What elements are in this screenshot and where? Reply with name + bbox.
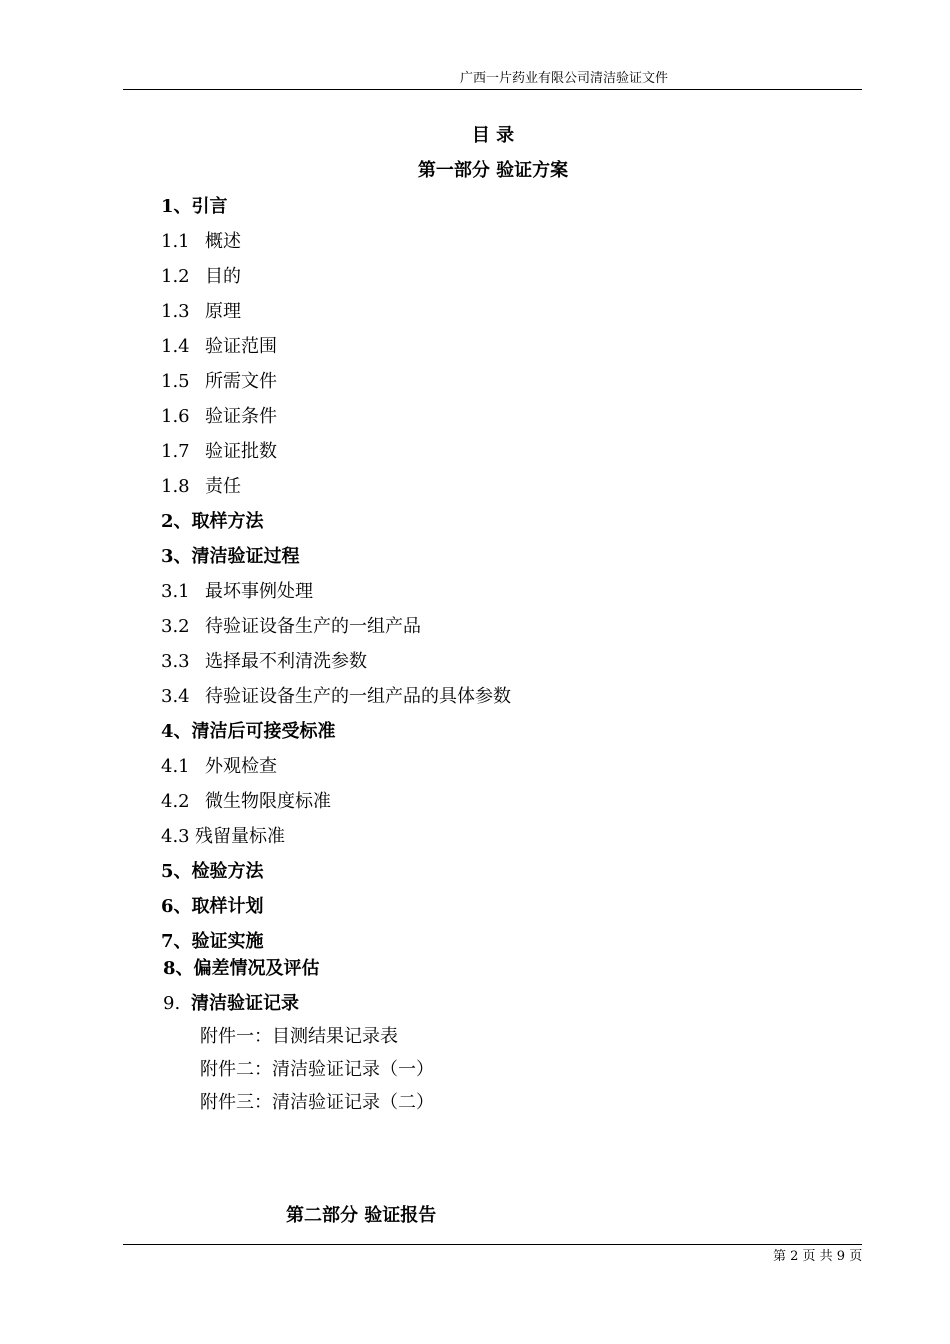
toc-entry — [161, 581, 313, 603]
toc-entry-text: 验证实施 — [191, 931, 264, 952]
toc-entry-number: 5、 — [161, 861, 192, 882]
toc-entry-text: 目的 — [205, 266, 241, 287]
toc-entry — [161, 721, 336, 743]
toc-entry — [161, 231, 241, 253]
toc-entry — [163, 993, 299, 1015]
toc-entry-number: 6、 — [161, 896, 192, 917]
toc-entry — [161, 371, 277, 393]
toc-entry — [161, 406, 277, 428]
toc-entry — [161, 301, 241, 323]
toc-entry — [161, 931, 264, 953]
toc-entry-text: 清洁验证记录 — [191, 993, 299, 1014]
toc-entry-text: 责任 — [205, 476, 241, 497]
toc-entry — [161, 196, 228, 218]
toc-entry-number: 1、 — [161, 196, 192, 217]
toc-entry-text: 附件二：清洁验证记录（一） — [200, 1059, 434, 1080]
page-number: 第 2 页 共 9 页 — [773, 1249, 863, 1264]
toc-entry-text: 验证条件 — [205, 406, 277, 427]
toc-title: 目 录 — [471, 125, 515, 146]
toc-entry-text: 偏差情况及评估 — [193, 958, 320, 979]
toc-entry-text: 微生物限度标准 — [205, 791, 331, 812]
toc-entry-text: 附件三：清洁验证记录（二） — [200, 1092, 434, 1113]
toc-entry-number: 8、 — [163, 958, 194, 979]
toc-entry — [161, 336, 277, 358]
toc-entry-text: 残留量标准 — [195, 826, 285, 847]
toc-entry-text: 清洁后可接受标准 — [191, 721, 336, 742]
toc-entry — [161, 616, 421, 638]
toc-entry-number: 3、 — [161, 546, 192, 567]
toc-entry — [161, 546, 300, 568]
toc-entry-text: 取样计划 — [191, 896, 264, 917]
toc-entry-number: 9. — [163, 993, 181, 1014]
toc-entry-text: 取样方法 — [191, 511, 264, 532]
toc-entry — [161, 686, 511, 708]
toc-entry — [161, 896, 264, 918]
toc-entry-number: 1.4 — [161, 336, 190, 357]
toc-entry-text: 验证批数 — [205, 441, 277, 462]
toc-entry — [200, 1026, 398, 1048]
toc-entry-text: 检验方法 — [191, 861, 264, 882]
toc-entry-number: 4.3 — [161, 826, 190, 847]
toc-entry-text: 最坏事例处理 — [205, 581, 313, 602]
toc-entry — [161, 651, 367, 673]
toc-entry-text: 所需文件 — [205, 371, 277, 392]
toc-entry-number: 1.6 — [161, 406, 190, 427]
toc-entry-text: 清洁验证过程 — [191, 546, 300, 567]
toc-entry — [200, 1059, 434, 1081]
toc-entry-number: 1.1 — [161, 231, 190, 252]
footer-rule — [123, 1244, 862, 1245]
toc-entry — [161, 826, 285, 848]
toc-entry-number: 4.1 — [161, 756, 190, 777]
toc-entry-text: 附件一：目测结果记录表 — [200, 1026, 398, 1047]
toc-entry — [161, 791, 331, 813]
toc-entry-text: 待验证设备生产的一组产品的具体参数 — [205, 686, 511, 707]
toc-entry-number: 2、 — [161, 511, 192, 532]
toc-entry-number: 4、 — [161, 721, 192, 742]
toc-entry-number: 3.3 — [161, 651, 190, 672]
part2-title: 第二部分 验证报告 — [286, 1205, 437, 1226]
toc-entry-number: 1.7 — [161, 441, 190, 462]
toc-entry-number: 1.5 — [161, 371, 190, 392]
toc-entry-text: 选择最不利清洗参数 — [205, 651, 367, 672]
toc-entry-number: 3.1 — [161, 581, 190, 602]
toc-entry — [161, 511, 264, 533]
toc-entry — [161, 756, 277, 778]
toc-entry-number: 1.3 — [161, 301, 190, 322]
toc-entry-text: 原理 — [205, 301, 241, 322]
toc-entry-text: 概述 — [205, 231, 241, 252]
toc-entry-text: 外观检查 — [205, 756, 277, 777]
toc-entry — [200, 1092, 434, 1114]
toc-entry — [161, 266, 241, 288]
toc-entry-number: 1.8 — [161, 476, 190, 497]
toc-entry — [161, 441, 277, 463]
toc-entry — [161, 861, 264, 883]
part1-title: 第一部分 验证方案 — [417, 160, 569, 181]
toc-entry-number: 3.4 — [161, 686, 190, 707]
toc-entry-number: 3.2 — [161, 616, 190, 637]
toc-entry — [163, 958, 320, 980]
toc-entry-text: 验证范围 — [205, 336, 277, 357]
document-header: 广西一片药业有限公司清洁验证文件 — [460, 71, 669, 86]
toc-entry — [161, 476, 241, 498]
toc-entry-text: 引言 — [191, 196, 228, 217]
toc-entry-number: 4.2 — [161, 791, 190, 812]
toc-entry-number: 1.2 — [161, 266, 190, 287]
toc-entry-text: 待验证设备生产的一组产品 — [205, 616, 421, 637]
toc-entry-number: 7、 — [161, 931, 192, 952]
